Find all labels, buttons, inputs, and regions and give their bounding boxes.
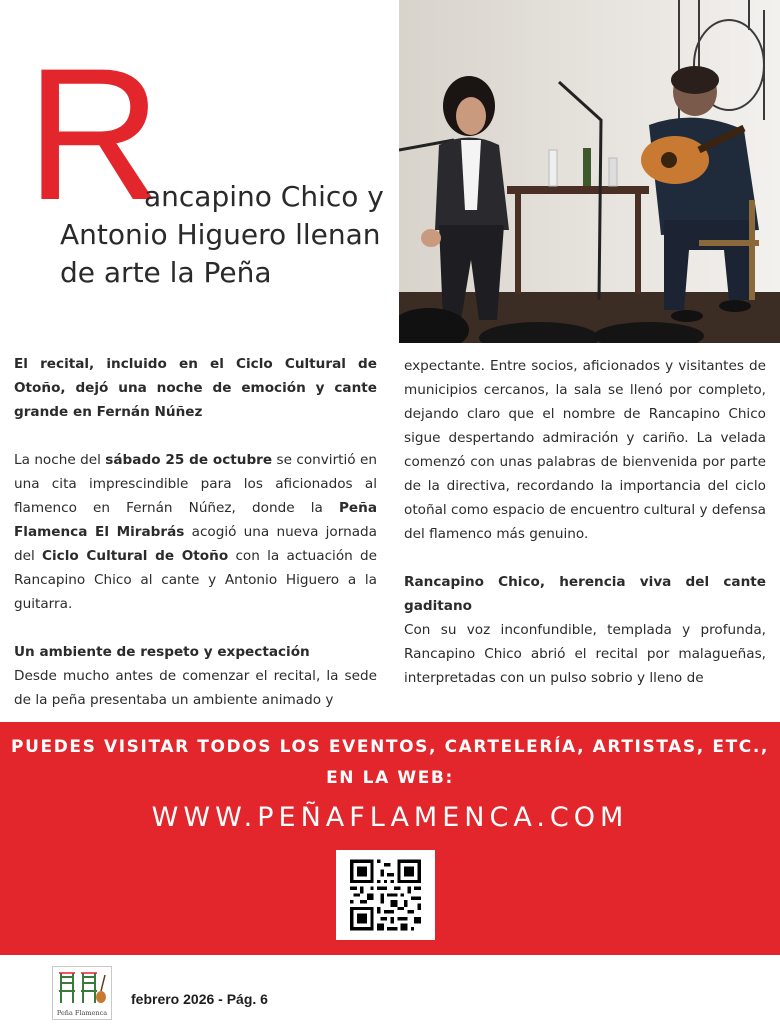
article-paragraph-2-part-1: Desde mucho antes de comenzar el recital, la sede de la peña presentaba un ambiente animado y <box>14 668 377 708</box>
page-footer-label: febrero 2026 - Pág. 6 <box>131 991 268 1007</box>
article-paragraph-1 <box>14 448 377 616</box>
qr-code-icon[interactable] <box>336 850 435 940</box>
concert-photo <box>399 0 780 343</box>
text-run: La noche del <box>14 452 106 468</box>
banner-line-2: EN LA WEB: <box>326 768 454 788</box>
article-subheading-1: Un ambiente de respeto y expectación <box>14 644 310 660</box>
text-run: acogió una nueva jornada del <box>14 524 377 564</box>
article-column-right <box>404 354 766 690</box>
web-banner <box>0 722 780 955</box>
banner-line-1: PUEDES VISITAR TODOS LOS EVENTOS, CARTELERÍA, ARTISTAS, ETC., <box>11 737 769 757</box>
venue-highlight: Peña Flamenca El Mirabrás <box>14 500 377 540</box>
article-lead: El recital, incluido en el Ciclo Cultural de Otoño, dejó una noche de emoción y cante grande en Fernán Núñez <box>14 356 377 420</box>
date-highlight: sábado 25 de octubre <box>105 452 273 468</box>
title-line-1: ancapino Chico y <box>144 180 384 213</box>
text-run: se convirtió en una cita imprescindible para los aficionados al flamenco en Fernán Núñez, donde la <box>14 452 377 516</box>
text-run: con la actuación de Rancapino Chico al cante y Antonio Higuero a la guitarra. <box>14 548 378 612</box>
chairs-guitar-icon <box>53 967 111 1007</box>
article-paragraph-2-part-2: expectante. Entre socios, aficionados y visitantes de municipios cercanos, la sala se llenó por completo, dejando claro que el nombre de Rancapino Chico sigue despertando admiración y cariño. La velada comenzó con unas palabras de bienvenida por parte de la directiva, recordando la importancia del ciclo otoñal como espacio de encuentro cultural y defensa del flamenco más genuino. <box>404 358 766 542</box>
article-column-left <box>14 352 377 712</box>
logo-text: Peña Flamenca <box>56 1009 108 1017</box>
article-paragraph-3: Con su voz inconfundible, templada y profunda, Rancapino Chico abrió el recital por malagueñas, interpretadas con un pulso sobrio y lleno de <box>404 622 766 686</box>
title-initial: R <box>26 29 158 239</box>
banner-url[interactable]: WWW.PEÑAFLAMENCA.COM <box>151 802 629 833</box>
title-line-2: Antonio Higuero llenan <box>60 218 381 251</box>
article-subheading-2: Rancapino Chico, herencia viva del cante gaditano <box>404 574 766 614</box>
title-line-3: de arte la Peña <box>60 256 272 289</box>
pena-flamenca-logo <box>52 966 112 1020</box>
cycle-highlight: Ciclo Cultural de Otoño <box>42 548 229 564</box>
article-title <box>60 178 384 292</box>
